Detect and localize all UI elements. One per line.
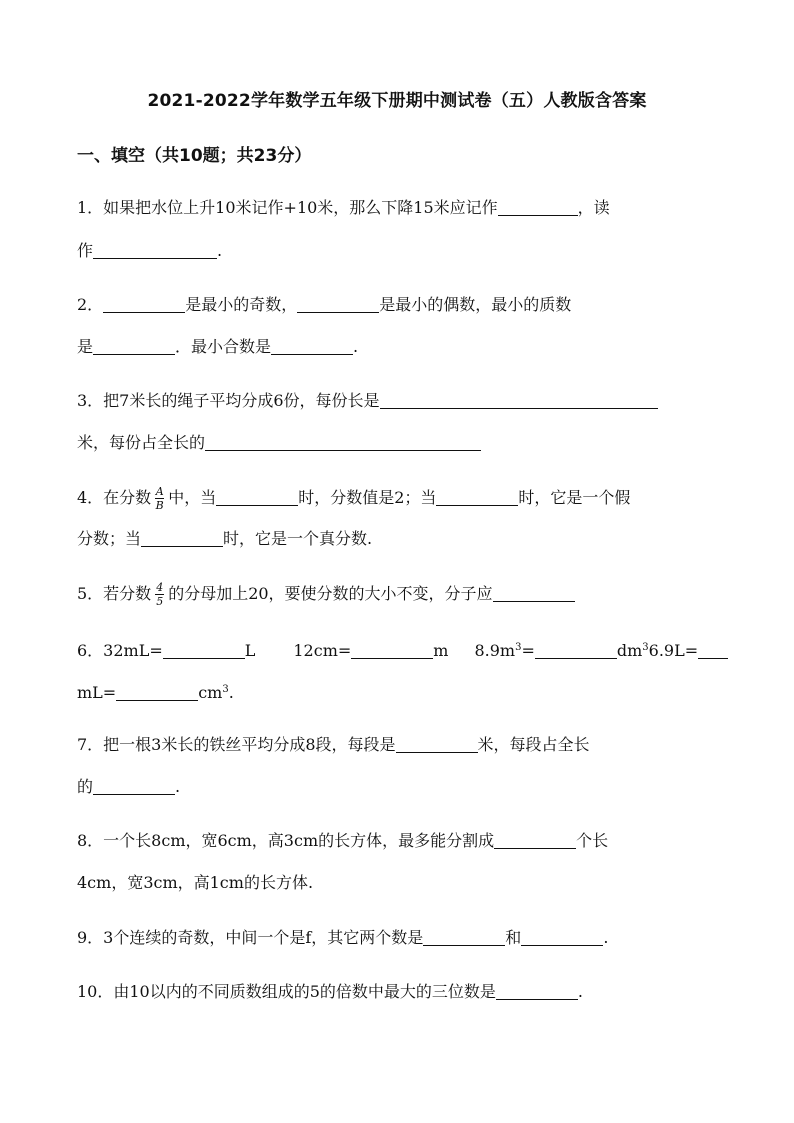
question-2-text: 是最小的奇数， [185, 295, 298, 314]
question-2-text: . [353, 337, 359, 356]
answer-blank[interactable] [93, 777, 175, 795]
question-6-text: 6．32mL= [77, 641, 163, 660]
question-8-line-2 [77, 872, 313, 894]
answer-blank[interactable] [163, 641, 245, 659]
question-6-text: cm [198, 683, 223, 702]
question-7-text: 米，每段占全长 [477, 735, 590, 754]
question-4-text: 时，它是一个假 [518, 488, 631, 507]
question-10-text: 10．由10以内的不同质数组成的5的倍数中最大的三位数是 [77, 982, 496, 1001]
answer-blank[interactable] [271, 337, 353, 355]
question-1-text: . [217, 241, 223, 260]
question-1-line-1 [77, 197, 610, 219]
answer-blank[interactable] [205, 433, 481, 451]
question-7-line-1 [77, 734, 590, 756]
section-heading: 一、填空（共10题；共23分） [77, 146, 312, 166]
fraction-denominator: 5 [156, 595, 164, 608]
answer-blank[interactable] [297, 295, 379, 313]
question-1-line-2 [77, 240, 222, 262]
question-3-text: 米，每份占全长的 [77, 433, 206, 452]
answer-blank[interactable] [496, 982, 578, 1000]
fraction-a-over-b [155, 486, 164, 511]
question-3-line-2 [77, 432, 481, 454]
question-5-text: 5．若分数 [77, 584, 152, 603]
answer-blank[interactable] [396, 735, 478, 753]
answer-blank[interactable] [216, 488, 298, 506]
question-6-text: mL= [77, 683, 117, 702]
answer-blank[interactable] [535, 641, 617, 659]
question-4-line-1 [77, 486, 630, 511]
question-8-line-1 [77, 830, 608, 852]
question-2-text: 2． [77, 295, 104, 314]
question-7-line-2 [77, 776, 180, 798]
answer-blank[interactable] [380, 391, 658, 409]
question-10-text: . [577, 982, 583, 1001]
superscript-cubed: 3 [642, 642, 649, 653]
question-8-text: 8．一个长8cm，宽6cm，高3cm的长方体，最多能分割成 [77, 831, 495, 850]
question-4-text: 分数；当 [77, 529, 142, 548]
question-3-text: 3．把7米长的绳子平均分成6份，每份长是 [77, 391, 380, 410]
question-10-line-1 [77, 981, 583, 1003]
question-4-text: 中，当 [168, 488, 217, 507]
question-7-text: 的 [77, 777, 94, 796]
question-7-text: 7．把一根3米长的铁丝平均分成8段，每段是 [77, 735, 396, 754]
question-2-text: 是最小的偶数，最小的质数 [379, 295, 572, 314]
fraction-denominator: B [155, 499, 164, 512]
question-2-line-1 [77, 294, 571, 316]
answer-blank[interactable] [436, 488, 518, 506]
answer-blank[interactable] [521, 928, 603, 946]
question-6-line-1 [77, 637, 728, 662]
question-8-text: 个长 [576, 831, 609, 850]
question-6-text: 6.9L= [648, 641, 699, 660]
question-6-text: . [228, 683, 234, 702]
question-9-text: 和 [505, 928, 522, 947]
superscript-cubed: 3 [515, 642, 522, 653]
answer-blank[interactable] [351, 641, 433, 659]
question-8-text: 4cm，宽3cm，高1cm的长方体. [77, 873, 314, 892]
question-3-line-1 [77, 390, 658, 412]
question-5-text: 的分母加上20，要使分数的大小不变，分子应 [168, 584, 493, 603]
question-4-text: 4．在分数 [77, 488, 152, 507]
question-2-text: ．最小合数是 [175, 337, 272, 356]
answer-blank[interactable] [93, 337, 175, 355]
question-6-line-2 [77, 679, 234, 704]
answer-blank[interactable] [141, 529, 223, 547]
answer-blank[interactable] [493, 584, 575, 602]
question-6-text: m [433, 641, 449, 660]
superscript-cubed: 3 [222, 684, 229, 695]
question-6-text: L [244, 641, 256, 660]
question-1-text: ，读 [577, 198, 610, 217]
answer-blank[interactable] [494, 831, 576, 849]
question-9-line-1 [77, 927, 608, 949]
question-6-text: dm [616, 641, 643, 660]
answer-blank[interactable] [93, 241, 217, 259]
fraction-numerator: 4 [156, 581, 164, 594]
question-9-text: 9．3个连续的奇数，中间一个是f，其它两个数是 [77, 928, 424, 947]
fraction-four-fifths [155, 582, 164, 607]
question-5-line-1 [77, 582, 575, 607]
question-4-text: 时，分数值是2；当 [298, 488, 437, 507]
question-7-text: . [175, 777, 181, 796]
page-title: 2021-2022学年数学五年级下册期中测试卷（五）人教版含答案 [147, 91, 647, 111]
question-1-text: 1．如果把水位上升10米记作+10米，那么下降15米应记作 [77, 198, 498, 217]
question-6-text: 8.9m [474, 641, 516, 660]
answer-blank[interactable] [698, 641, 728, 659]
answer-blank[interactable] [423, 928, 505, 946]
question-2-line-2 [77, 336, 358, 358]
fraction-numerator: A [155, 485, 164, 498]
question-4-text: 时，它是一个真分数. [223, 529, 373, 548]
question-6-text: = [521, 641, 535, 660]
question-6-text: 12cm= [293, 641, 352, 660]
question-9-text: . [603, 928, 609, 947]
question-4-line-2 [77, 528, 372, 550]
question-1-text: 作 [77, 241, 94, 260]
question-2-text: 是 [77, 337, 94, 356]
answer-blank[interactable] [116, 683, 198, 701]
answer-blank[interactable] [103, 295, 185, 313]
answer-blank[interactable] [498, 198, 578, 216]
